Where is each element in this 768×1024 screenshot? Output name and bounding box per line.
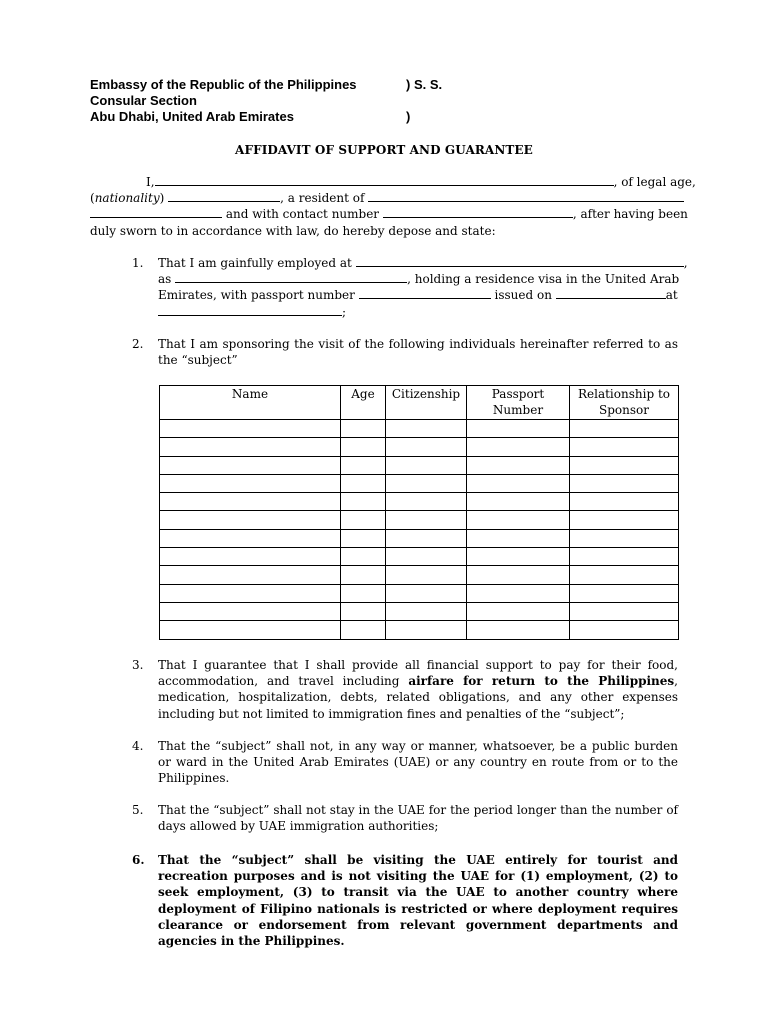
- col-name: Name: [160, 386, 341, 420]
- col-relationship: Relationship to Sponsor: [570, 386, 679, 420]
- cell-citizenship[interactable]: [386, 493, 467, 511]
- cell-passport-number[interactable]: [467, 456, 570, 474]
- intro-paren-open: (: [90, 191, 95, 206]
- item-1-semicolon: ;: [342, 304, 347, 319]
- table-row: [160, 474, 679, 492]
- cell-age[interactable]: [341, 420, 386, 438]
- cell-passport-number[interactable]: [467, 529, 570, 547]
- cell-passport-number[interactable]: [467, 474, 570, 492]
- table-header-row: [160, 386, 679, 420]
- table-row: [160, 566, 679, 584]
- table-row: [160, 438, 679, 456]
- cell-passport-number[interactable]: [467, 602, 570, 620]
- cell-relationship[interactable]: [570, 493, 679, 511]
- cell-age[interactable]: [341, 456, 386, 474]
- item-4-number: 4.: [132, 739, 144, 753]
- cell-citizenship[interactable]: [386, 548, 467, 566]
- item-2-text: That I am sponsoring the visit of the following individuals hereinafter referred to as the “subject”: [158, 337, 678, 368]
- item-5-number: 5.: [132, 803, 144, 817]
- cell-relationship[interactable]: [570, 621, 679, 639]
- table-row: [160, 456, 679, 474]
- cell-citizenship[interactable]: [386, 511, 467, 529]
- cell-relationship[interactable]: [570, 548, 679, 566]
- cell-passport-number[interactable]: [467, 511, 570, 529]
- cell-age[interactable]: [341, 602, 386, 620]
- item-1-employed-at: That I am gainfully employed at: [158, 256, 352, 270]
- header-embassy: Embassy of the Republic of the Philippines: [90, 77, 357, 92]
- table-row: [160, 493, 679, 511]
- item-1-issued-on: issued on: [494, 288, 552, 303]
- cell-age[interactable]: [341, 548, 386, 566]
- cell-relationship[interactable]: [570, 474, 679, 492]
- table-row: [160, 584, 679, 602]
- cell-name[interactable]: [160, 529, 341, 547]
- nationality-blank[interactable]: [168, 190, 280, 202]
- employer-blank[interactable]: [356, 255, 684, 267]
- item-3-airfare: airfare for return to the Philippines: [408, 674, 675, 689]
- cell-age[interactable]: [341, 566, 386, 584]
- document-header: [90, 77, 443, 125]
- cell-citizenship[interactable]: [386, 566, 467, 584]
- cell-age[interactable]: [341, 438, 386, 456]
- table-row: [160, 602, 679, 620]
- intro-i: I,: [146, 175, 155, 189]
- intro-legal-age: , of legal age,: [613, 175, 696, 189]
- item-3-text-a: That I guarantee that I shall provide all financial support to pay for their food, accommodation, and travel including: [158, 658, 678, 689]
- cell-age[interactable]: [341, 529, 386, 547]
- cell-relationship[interactable]: [570, 529, 679, 547]
- item-1-at: at: [665, 288, 678, 303]
- cell-age[interactable]: [341, 493, 386, 511]
- intro-paragraph: [90, 174, 696, 239]
- col-passport-number: Passport Number: [467, 386, 570, 420]
- residence-blank-cont[interactable]: [90, 206, 222, 218]
- issued-on-blank[interactable]: [556, 287, 666, 299]
- cell-passport-number[interactable]: [467, 621, 570, 639]
- cell-name[interactable]: [160, 602, 341, 620]
- cell-citizenship[interactable]: [386, 602, 467, 620]
- item-6-number: 6.: [132, 853, 145, 867]
- table-row: [160, 511, 679, 529]
- cell-name[interactable]: [160, 456, 341, 474]
- cell-name[interactable]: [160, 548, 341, 566]
- cell-age[interactable]: [341, 511, 386, 529]
- item-6-text: That the “subject” shall be visiting the UAE entirely for tourist and recreation purposes and is not visiting the UAE for (1) employment, (2) to seek employment, (3) to transit via the UAE to another country where deployment of Filipino nationals is restricted or where deployment requires clearance or endorsement from relevant government departments and agencies in the Philippines.: [158, 853, 678, 949]
- item-2-number: 2.: [132, 337, 144, 351]
- cell-passport-number[interactable]: [467, 420, 570, 438]
- position-blank[interactable]: [175, 271, 407, 283]
- cell-name[interactable]: [160, 493, 341, 511]
- cell-relationship[interactable]: [570, 456, 679, 474]
- col-citizenship: Citizenship: [386, 386, 467, 420]
- item-1-number: 1.: [132, 256, 144, 270]
- cell-name[interactable]: [160, 438, 341, 456]
- cell-relationship[interactable]: [570, 511, 679, 529]
- header-location: Abu Dhabi, United Arab Emirates: [90, 109, 294, 124]
- issued-at-blank[interactable]: [158, 304, 342, 316]
- cell-age[interactable]: [341, 621, 386, 639]
- cell-relationship[interactable]: [570, 420, 679, 438]
- residence-blank[interactable]: [368, 190, 684, 202]
- header-consular-section: Consular Section: [90, 93, 197, 108]
- intro-paren-close: ): [159, 191, 165, 206]
- header-paren: ): [406, 109, 411, 124]
- cell-name[interactable]: [160, 420, 341, 438]
- col-age: Age: [341, 386, 386, 420]
- cell-name[interactable]: [160, 566, 341, 584]
- cell-passport-number[interactable]: [467, 584, 570, 602]
- item-1-residence-visa: , holding a residence visa in the United Arab: [407, 272, 680, 287]
- cell-relationship[interactable]: [570, 602, 679, 620]
- item-1-as: as: [158, 272, 172, 287]
- cell-age[interactable]: [341, 584, 386, 602]
- table-row: [160, 420, 679, 438]
- item-3-number: 3.: [132, 658, 144, 672]
- item-4-text: That the “subject” shall not, in any way or manner, whatsoever, be a public burden or ward in the United Arab Emirates (UAE) or any country en route from or to the Philippines.: [158, 739, 678, 786]
- item-5-text: That the “subject” shall not stay in the UAE for the period longer than the number of days allowed by UAE immigration authorities;: [158, 803, 678, 834]
- cell-citizenship[interactable]: [386, 474, 467, 492]
- item-3-text-c: , medication, hospitalization, debts, related obligations, and any other expenses including but not limited to immigration fines and penalties of the “subject”;: [158, 674, 678, 721]
- document-title: AFFIDAVIT OF SUPPORT AND GUARANTEE: [235, 143, 533, 157]
- cell-relationship[interactable]: [570, 566, 679, 584]
- header-ss: ) S. S.: [406, 77, 443, 92]
- item-3-text: [158, 657, 678, 722]
- intro-after-having: , after having been: [572, 207, 688, 222]
- item-1-comma: ,: [683, 256, 688, 270]
- cell-citizenship[interactable]: [386, 438, 467, 456]
- intro-sworn: duly sworn to in accordance with law, do hereby depose and state:: [90, 223, 496, 238]
- intro-nationality: nationality: [94, 191, 160, 206]
- subjects-table: [159, 385, 679, 640]
- cell-citizenship[interactable]: [386, 584, 467, 602]
- cell-name[interactable]: [160, 621, 341, 639]
- intro-contact-number: and with contact number: [225, 207, 380, 222]
- cell-name[interactable]: [160, 474, 341, 492]
- cell-passport-number[interactable]: [467, 438, 570, 456]
- cell-name[interactable]: [160, 584, 341, 602]
- cell-citizenship[interactable]: [386, 456, 467, 474]
- name-blank[interactable]: [155, 174, 614, 186]
- cell-passport-number[interactable]: [467, 493, 570, 511]
- table-row: [160, 621, 679, 639]
- cell-citizenship[interactable]: [386, 621, 467, 639]
- item-1-passport-number: Emirates, with passport number: [158, 288, 355, 303]
- cell-citizenship[interactable]: [386, 420, 467, 438]
- table-row: [160, 529, 679, 547]
- cell-name[interactable]: [160, 511, 341, 529]
- cell-age[interactable]: [341, 474, 386, 492]
- cell-relationship[interactable]: [570, 438, 679, 456]
- passport-number-blank[interactable]: [359, 287, 491, 299]
- cell-passport-number[interactable]: [467, 548, 570, 566]
- table-row: [160, 548, 679, 566]
- cell-passport-number[interactable]: [467, 566, 570, 584]
- contact-number-blank[interactable]: [383, 206, 573, 218]
- cell-citizenship[interactable]: [386, 529, 467, 547]
- intro-resident-of: , a resident of: [280, 191, 365, 206]
- cell-relationship[interactable]: [570, 584, 679, 602]
- subjects-table-body: [160, 420, 679, 640]
